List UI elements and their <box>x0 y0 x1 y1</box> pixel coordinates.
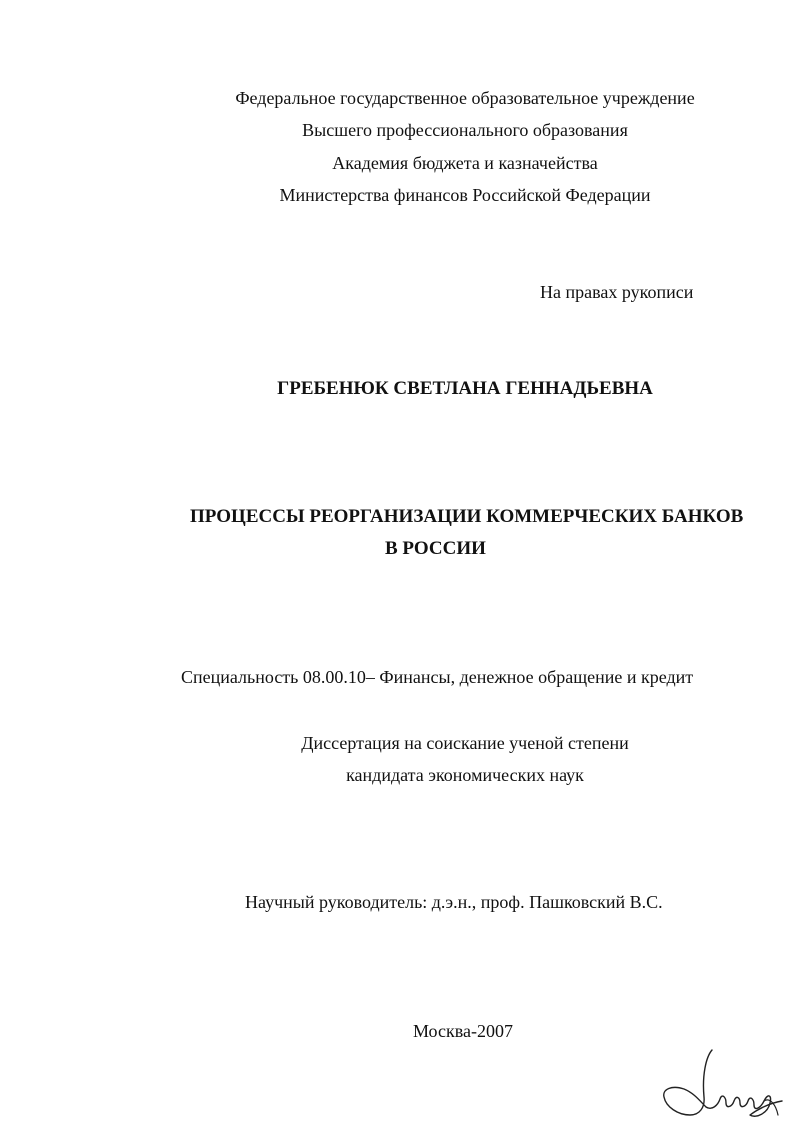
supervisor: Научный руководитель: д.э.н., проф. Пашковский В.С. <box>245 892 663 912</box>
city-year: Москва-2007 <box>413 1021 513 1041</box>
thesis-title-line-1: ПРОЦЕССЫ РЕОРГАНИЗАЦИИ КОММЕРЧЕСКИХ БАНКОВ <box>190 506 744 527</box>
institution-line-3: Академия бюджета и казначейства <box>332 153 598 173</box>
manuscript-note: На правах рукописи <box>540 282 694 302</box>
institution-line-2: Высшего профессионального образования <box>302 120 628 140</box>
dissertation-line-2: кандидата экономических наук <box>346 765 584 785</box>
author-name: ГРЕБЕНЮК СВЕТЛАНА ГЕННАДЬЕВНА <box>277 378 653 399</box>
specialty: Специальность 08.00.10– Финансы, денежное обращение и кредит <box>181 667 694 687</box>
thesis-title-line-2: В РОССИИ <box>385 538 486 559</box>
signature-image <box>660 1045 785 1120</box>
institution-line-1: Федеральное государственное образовательное учреждение <box>235 88 695 108</box>
institution-line-4: Министерства финансов Российской Федерации <box>279 185 651 205</box>
dissertation-line-1: Диссертация на соискание ученой степени <box>301 733 629 753</box>
